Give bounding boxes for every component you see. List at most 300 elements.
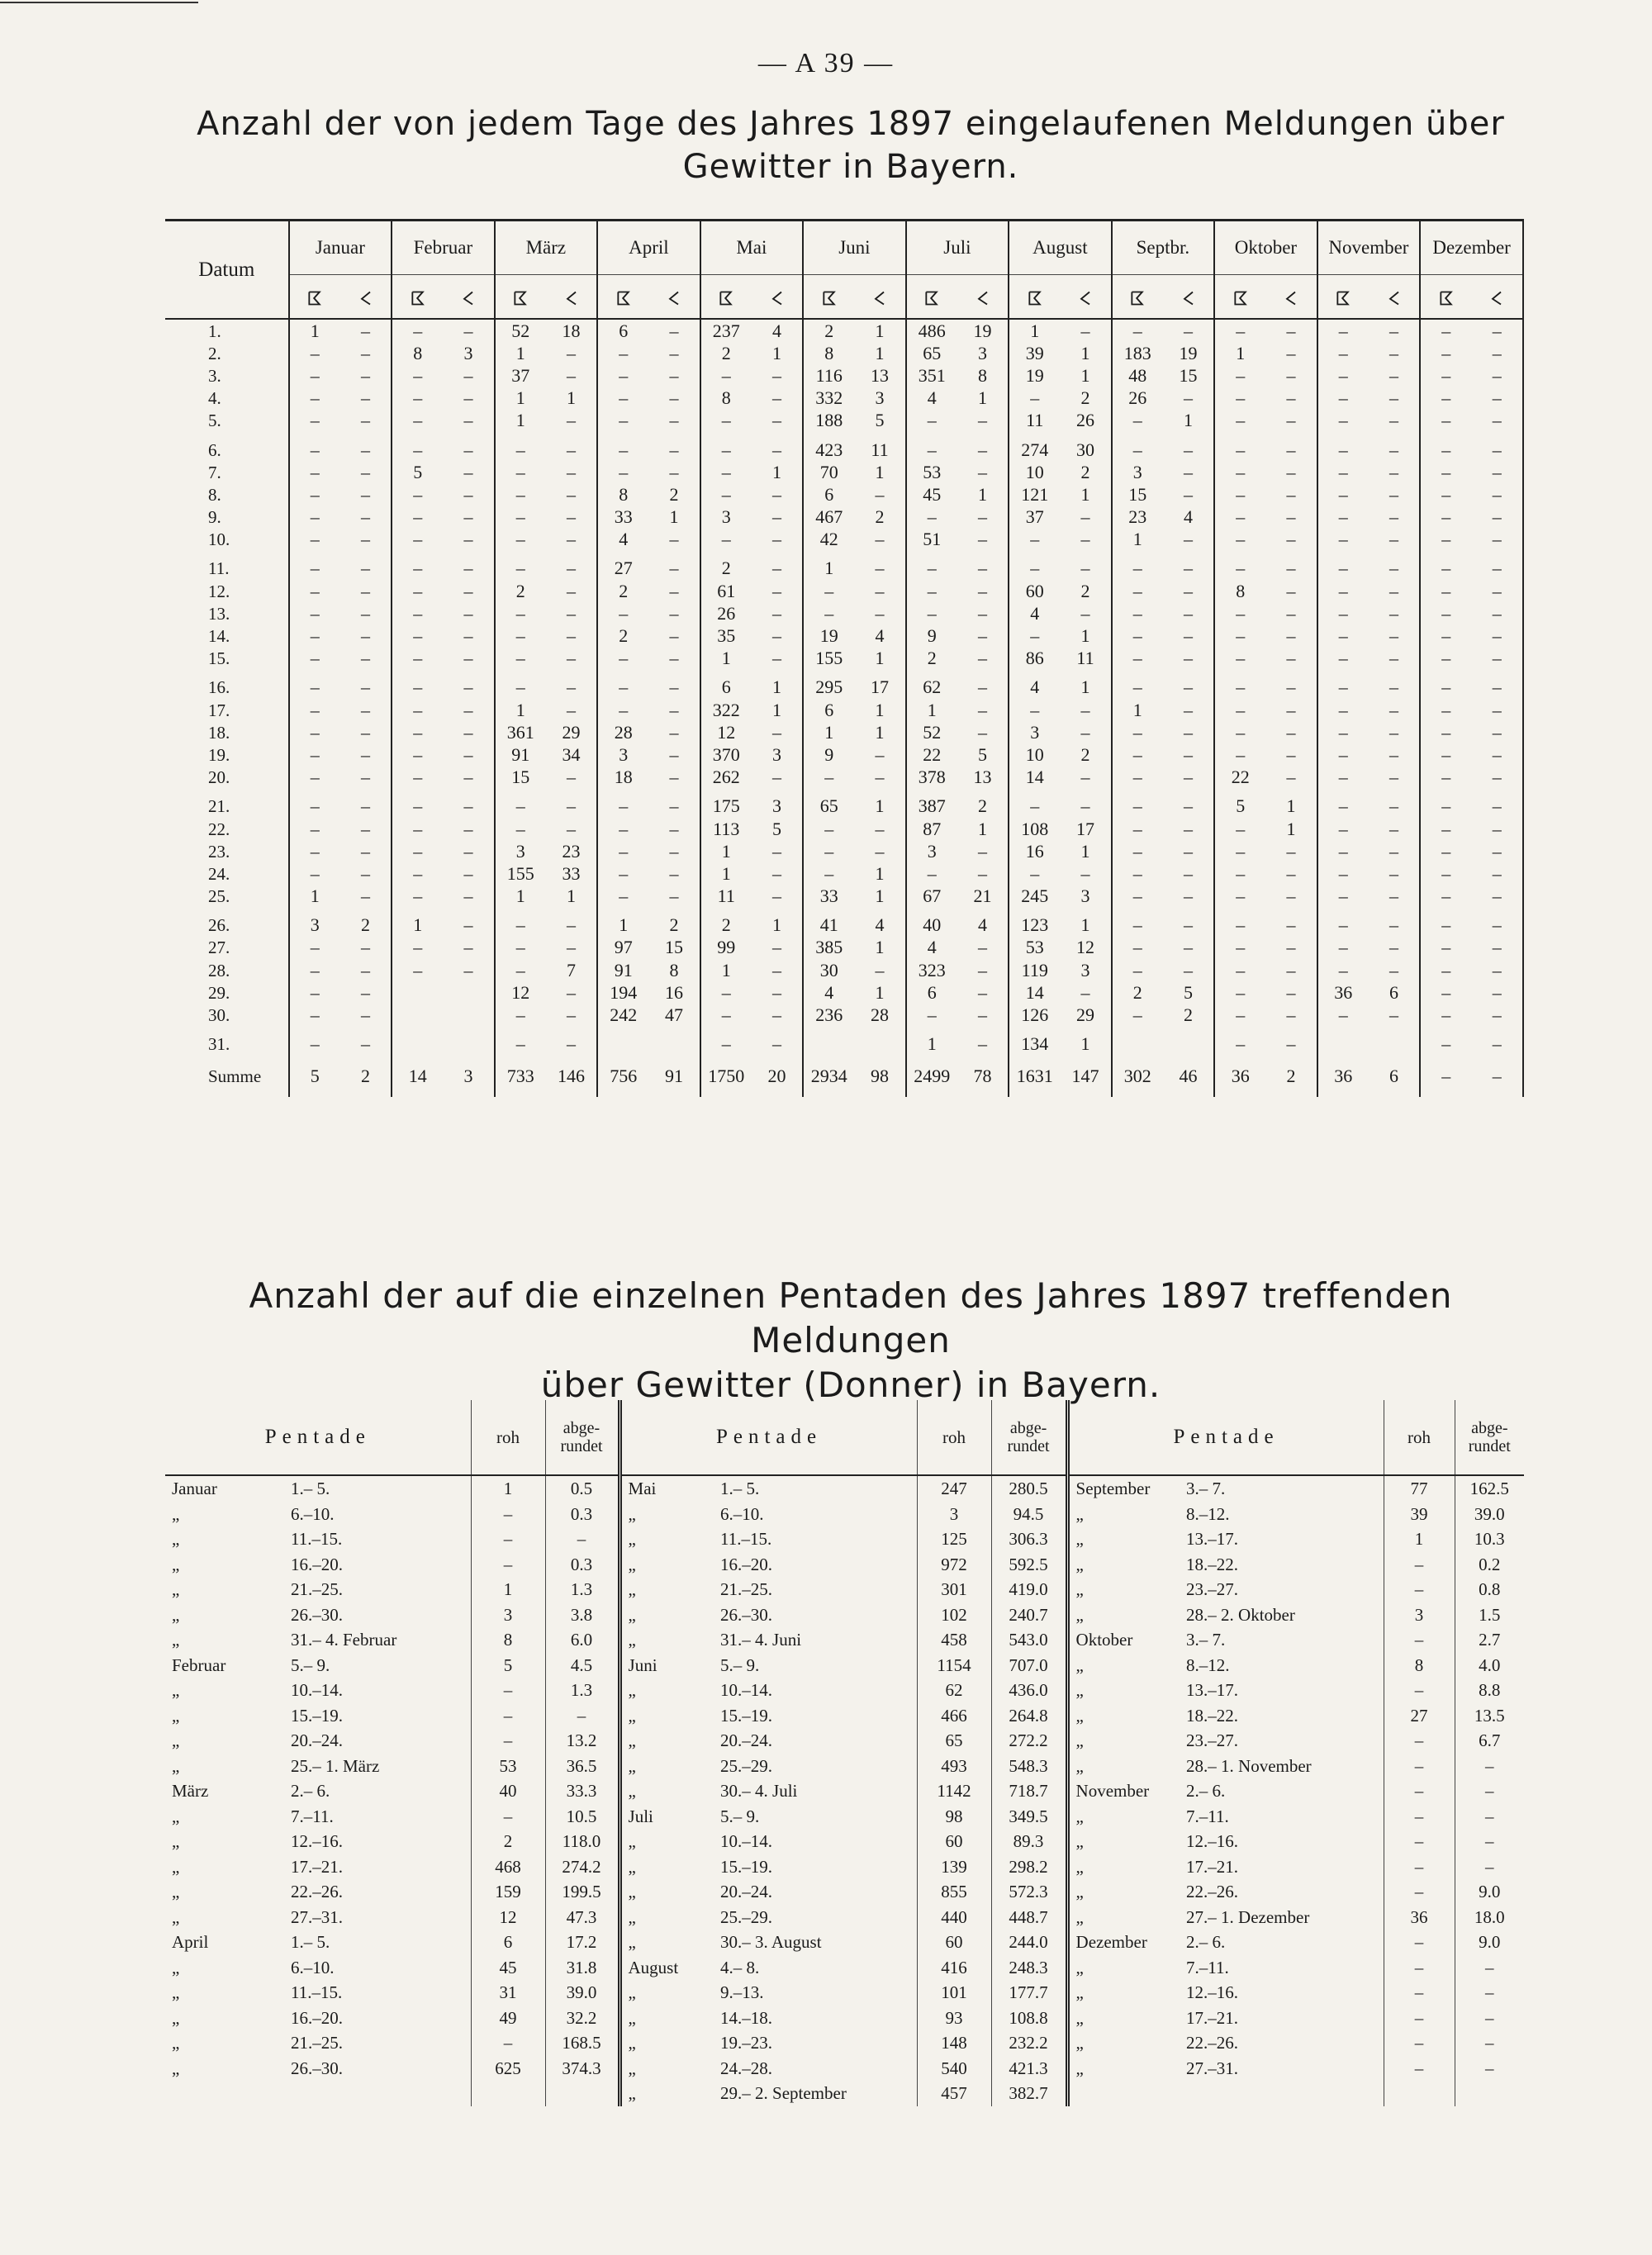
count-cell: –	[546, 981, 597, 1004]
count-cell: –	[443, 743, 494, 766]
count-cell: –	[1471, 959, 1523, 981]
pentade-range: 21.–25.	[717, 1577, 917, 1602]
pentade-range: 31.– 4. Juni	[717, 1627, 917, 1653]
spacer-cell	[597, 670, 648, 676]
count-cell: 2	[1265, 1056, 1317, 1097]
count-cell: –	[619, 364, 629, 386]
count-cell: –	[1236, 676, 1246, 698]
spacer-cell	[289, 551, 340, 558]
count-cell: 15	[1163, 364, 1214, 387]
pentade-range: 13.–17.	[1183, 1526, 1384, 1552]
spacer-cell	[1112, 908, 1163, 914]
pentade-range: 23.–27.	[1183, 1728, 1384, 1754]
pentade-range: 18.–22.	[1183, 1703, 1384, 1729]
count-cell: –	[413, 885, 423, 907]
roh-header: roh	[1384, 1400, 1455, 1475]
count-cell: –	[443, 937, 494, 959]
pentade-range: 3.– 7.	[1183, 1475, 1384, 1502]
count-cell: 11	[717, 885, 735, 907]
count-cell: –	[824, 862, 834, 884]
spacer-cell	[546, 789, 597, 795]
count-cell: –	[1441, 862, 1451, 884]
spacer-cell	[1112, 789, 1163, 795]
count-cell: 2	[340, 1056, 392, 1097]
count-cell: –	[413, 387, 423, 409]
count-cell: –	[1338, 602, 1348, 624]
count-cell: –	[1369, 439, 1420, 461]
roh-value: 45	[471, 1955, 545, 1981]
count-cell: –	[1338, 862, 1348, 884]
count-cell: –	[854, 959, 905, 981]
day-label: 27.	[165, 937, 289, 959]
month-label: „	[1075, 1554, 1084, 1574]
spacer-cell	[1369, 432, 1420, 439]
day-row	[165, 364, 1523, 387]
count-cell: –	[413, 529, 423, 550]
count-cell: –	[340, 699, 392, 721]
month-label: „	[1075, 1882, 1084, 1902]
count-cell: –	[1471, 461, 1523, 483]
flag-icon	[1129, 289, 1146, 307]
count-cell: 1	[1132, 699, 1142, 720]
symbol-header	[1214, 275, 1265, 320]
count-cell: –	[854, 767, 905, 789]
count-cell: –	[340, 937, 392, 959]
spacer-cell	[443, 432, 494, 439]
count-cell: –	[721, 410, 731, 431]
count-cell: 4	[1030, 602, 1040, 624]
count-cell: 2	[648, 914, 700, 937]
count-cell: 48	[1128, 364, 1147, 386]
pentade-header: Pentade	[1067, 1400, 1384, 1475]
count-cell: –	[752, 721, 803, 743]
count-cell: –	[1338, 676, 1348, 698]
day-label: 14.	[165, 624, 289, 647]
month-header: Januar	[289, 221, 392, 275]
pentade-range: 6.–10.	[287, 1502, 471, 1527]
spacer-cell	[289, 432, 340, 439]
rounded-value: 374.3	[545, 2056, 620, 2082]
spacer-cell	[1420, 432, 1471, 439]
count-cell: –	[1471, 387, 1523, 410]
count-cell: –	[413, 410, 423, 431]
spacer-cell	[1369, 1027, 1420, 1033]
count-cell: –	[443, 959, 494, 981]
count-cell: 385	[815, 937, 843, 958]
spacer-cell	[906, 551, 957, 558]
month-label: „	[628, 1856, 636, 1877]
pentade-row	[165, 1678, 1524, 1703]
count-cell: 2	[721, 558, 731, 579]
spacer-cell	[392, 551, 443, 558]
count-cell: –	[340, 721, 392, 743]
roh-value: 27	[1384, 1703, 1455, 1729]
count-cell: –	[310, 981, 320, 1003]
rounded-value: 232.2	[991, 2030, 1067, 2056]
count-cell: –	[1132, 1004, 1142, 1026]
count-cell: –	[443, 885, 494, 908]
roh-value: 2	[471, 1829, 545, 1854]
count-cell: –	[546, 506, 597, 529]
count-cell: 1	[515, 699, 525, 720]
count-cell: –	[957, 529, 1009, 551]
count-cell: –	[824, 818, 834, 839]
month-header: Septbr.	[1112, 221, 1215, 275]
count-cell: –	[413, 795, 423, 817]
count-cell: –	[310, 364, 320, 386]
count-cell: –	[1265, 439, 1317, 461]
count-cell: –	[1265, 767, 1317, 789]
count-cell: –	[1471, 580, 1523, 602]
abge-label: abge-	[563, 1419, 601, 1437]
count-cell: 237	[712, 320, 740, 341]
roh-value: –	[1384, 2056, 1455, 2082]
spacer-cell	[1265, 551, 1317, 558]
count-cell: 13	[854, 364, 905, 387]
count-cell: 2	[1060, 580, 1111, 602]
pentade-range: 28.– 2. Oktober	[1183, 1602, 1384, 1628]
pentade-range: 25.–29.	[717, 1754, 917, 1779]
count-cell: 36	[1231, 1065, 1250, 1086]
count-cell: –	[443, 439, 494, 461]
count-cell: –	[1338, 743, 1348, 765]
count-cell: 30	[1060, 439, 1111, 461]
count-cell: –	[854, 743, 905, 766]
month-label: „	[172, 1882, 180, 1902]
count-cell: –	[1265, 676, 1317, 699]
count-cell: 13	[957, 767, 1009, 789]
spacer-cell	[546, 1027, 597, 1033]
count-cell: –	[1060, 529, 1111, 551]
count-cell: –	[824, 840, 834, 862]
pentade-range	[287, 2081, 471, 2106]
count-cell: –	[1060, 767, 1111, 789]
pentade-range: 26.–30.	[287, 1602, 471, 1628]
pentade-range: 7.–11.	[287, 1804, 471, 1830]
count-cell: 1	[1060, 364, 1111, 387]
count-cell: 28	[854, 1004, 905, 1026]
count-cell: –	[1338, 439, 1348, 460]
spacer-cell	[1009, 908, 1060, 914]
count-cell: –	[1236, 529, 1246, 550]
count-cell: –	[927, 439, 937, 460]
spacer-cell	[1214, 789, 1265, 795]
spacer-cell	[700, 1027, 752, 1033]
spacer-cell	[803, 551, 854, 558]
count-cell: –	[546, 699, 597, 721]
month-label: „	[628, 1680, 636, 1701]
count-cell: –	[413, 743, 423, 765]
count-cell: –	[1265, 862, 1317, 885]
count-cell: –	[1471, 506, 1523, 529]
count-cell: 3	[515, 840, 525, 862]
count-cell: 1	[721, 648, 731, 669]
count-cell: 756	[610, 1065, 638, 1086]
spacer-cell	[392, 670, 443, 676]
spacer-cell	[1471, 789, 1523, 795]
count-cell: –	[546, 818, 597, 840]
day-label: 13.	[165, 602, 289, 624]
count-cell: 17	[854, 676, 905, 699]
count-cell: 2	[1163, 1004, 1214, 1026]
count-cell: –	[1236, 648, 1246, 669]
page-number: — A 39 —	[757, 48, 895, 78]
count-cell: –	[1132, 959, 1142, 980]
count-cell: 86	[1025, 648, 1044, 669]
count-cell: –	[413, 818, 423, 839]
symbol-header	[700, 275, 752, 320]
count-cell: –	[1163, 602, 1214, 624]
count-cell: –	[1163, 529, 1214, 551]
month-label: „	[172, 1554, 180, 1574]
spacer-cell	[495, 432, 546, 439]
thunder-icon	[358, 289, 374, 307]
rounded-value: 118.0	[545, 1829, 620, 1854]
count-cell: 274	[1021, 439, 1049, 460]
pentade-range: 12.–16.	[1183, 1829, 1384, 1854]
count-cell: 19	[819, 625, 838, 647]
month-label: „	[1075, 1806, 1084, 1826]
day-row	[165, 959, 1523, 981]
count-cell: –	[1441, 840, 1451, 862]
count-cell: 8	[619, 483, 629, 505]
symbol-header	[648, 275, 700, 320]
rounded-value: –	[545, 1703, 620, 1729]
count-cell: –	[1060, 795, 1111, 818]
spacer-cell	[957, 1027, 1009, 1033]
count-cell: –	[752, 840, 803, 862]
count-cell: –	[546, 937, 597, 959]
count-cell: 35	[717, 625, 736, 647]
spacer-cell	[165, 670, 289, 676]
daily-rows	[165, 319, 1523, 1097]
rounded-value: 0.8	[1479, 1579, 1501, 1600]
count-cell: 1	[619, 914, 629, 936]
roh-value: –	[1384, 1577, 1455, 1602]
abge-label: abge-	[1009, 1419, 1047, 1437]
day-row	[165, 461, 1523, 483]
count-cell: –	[957, 410, 1009, 432]
spacer-cell	[392, 432, 443, 439]
count-cell: –	[721, 483, 731, 505]
count-cell: –	[1132, 885, 1142, 907]
thunder-icon	[460, 289, 477, 307]
count-cell: 91	[614, 959, 633, 980]
count-cell: 6	[721, 676, 731, 698]
count-cell: 36	[1334, 1065, 1353, 1086]
spacer-cell	[803, 1027, 854, 1033]
count-cell: –	[957, 959, 1009, 981]
rounded-value: 572.3	[991, 1879, 1067, 1905]
rounded-value: 718.7	[991, 1778, 1067, 1804]
month-label: „	[1075, 1982, 1084, 2003]
roh-value: 301	[917, 1577, 991, 1602]
count-cell: –	[1163, 624, 1214, 647]
count-cell: 10	[1025, 743, 1044, 765]
count-cell: –	[648, 342, 700, 364]
count-cell: –	[1338, 959, 1348, 980]
count-cell: 5	[1163, 981, 1214, 1004]
count-cell: –	[1265, 959, 1317, 981]
count-cell: –	[546, 676, 597, 699]
month-header: Dezember	[1420, 221, 1523, 275]
table2-title-line2: über Gewitter (Donner) in Bayern.	[540, 1365, 1161, 1405]
count-cell: –	[1338, 795, 1348, 817]
count-cell: –	[546, 439, 597, 461]
count-cell: –	[413, 862, 423, 884]
count-cell: –	[1265, 461, 1317, 483]
count-cell: 5	[413, 461, 423, 482]
rounded-value: 47.3	[545, 1905, 620, 1930]
count-cell: –	[1265, 364, 1317, 387]
count-cell: –	[1132, 625, 1142, 647]
count-cell: 2	[721, 914, 731, 936]
count-cell: –	[957, 506, 1009, 529]
count-cell: –	[1236, 439, 1246, 460]
count-cell: –	[619, 648, 629, 669]
roh-value: –	[471, 1552, 545, 1578]
pentade-row	[165, 2030, 1524, 2056]
rounded-value: 10.5	[545, 1804, 620, 1830]
count-cell: –	[443, 529, 494, 551]
spacer-cell	[752, 789, 803, 795]
count-cell: –	[1236, 914, 1246, 936]
count-cell: 1	[310, 320, 320, 341]
count-cell: –	[927, 410, 937, 431]
spacer-cell	[906, 1027, 957, 1033]
rounded-value: –	[1485, 1781, 1494, 1802]
count-cell: 33	[819, 885, 838, 907]
rounded-value: 9.0	[1479, 1932, 1501, 1953]
month-label: „	[1075, 1730, 1084, 1751]
count-cell: 1	[854, 342, 905, 364]
spacer-cell	[648, 1027, 700, 1033]
count-cell: 361	[506, 721, 534, 743]
spacer-cell	[803, 908, 854, 914]
count-cell: 9	[824, 743, 834, 765]
month-label: „	[628, 2007, 636, 2028]
spacer-cell	[1060, 432, 1111, 439]
month-label: „	[628, 1932, 636, 1953]
count-cell: –	[1163, 743, 1214, 766]
month-label: „	[172, 1806, 180, 1826]
count-cell: 116	[815, 364, 843, 386]
spacer-cell	[752, 1027, 803, 1033]
count-cell: 3	[752, 743, 803, 766]
month-label: Juni	[628, 1654, 657, 1675]
pentade-range: 14.–18.	[717, 2006, 917, 2031]
day-label: 3.	[165, 364, 289, 387]
roh-value: –	[1384, 1854, 1455, 1880]
count-cell: –	[648, 885, 700, 908]
roh-value: 625	[471, 2056, 545, 2082]
datum-header: Datum	[165, 221, 289, 320]
rounded-value: –	[1485, 2058, 1494, 2078]
roh-value: –	[471, 1526, 545, 1552]
spacer-cell	[1369, 789, 1420, 795]
month-label: „	[1075, 1705, 1084, 1726]
roh-value: 855	[917, 1879, 991, 1905]
count-cell: –	[546, 1033, 597, 1056]
pentade-range: 4.– 8.	[717, 1955, 917, 1981]
spacer-cell	[1369, 670, 1420, 676]
count-cell: –	[1471, 529, 1523, 551]
count-cell: –	[1163, 818, 1214, 840]
rounded-value: 10.3	[1474, 1529, 1505, 1550]
count-cell: 1	[854, 461, 905, 483]
count-cell: 1	[1060, 1033, 1111, 1056]
month-label	[165, 2081, 287, 2106]
count-cell: –	[546, 342, 597, 364]
month-header: Oktober	[1214, 221, 1317, 275]
symbol-header	[546, 275, 597, 320]
roh-value: 1	[1384, 1526, 1455, 1552]
count-cell: –	[1060, 721, 1111, 743]
count-cell: –	[1236, 959, 1246, 980]
month-label: „	[1075, 1503, 1084, 1524]
count-cell: 1	[648, 506, 700, 529]
count-cell: 351	[918, 364, 946, 386]
rounded-value: 421.3	[991, 2056, 1067, 2082]
count-cell: 45	[923, 483, 942, 505]
count-cell: –	[515, 959, 525, 980]
roh-value: 440	[917, 1905, 991, 1930]
count-cell: –	[310, 558, 320, 579]
pentade-row	[165, 1905, 1524, 1930]
count-cell: –	[1163, 721, 1214, 743]
month-label: „	[172, 1856, 180, 1877]
count-cell	[443, 1004, 494, 1026]
spacer-cell	[1060, 908, 1111, 914]
count-cell: –	[927, 558, 937, 579]
count-cell: 1	[854, 981, 905, 1004]
count-cell: –	[443, 676, 494, 699]
pentade-row	[165, 1703, 1524, 1729]
count-cell: –	[340, 743, 392, 766]
count-cell: –	[310, 625, 320, 647]
count-cell: –	[1471, 624, 1523, 647]
count-cell: 1	[515, 387, 525, 409]
spacer-cell	[546, 670, 597, 676]
count-cell: 4	[1030, 676, 1040, 698]
spacer-cell	[443, 551, 494, 558]
symbol-header	[1163, 275, 1214, 320]
pentade-row	[165, 1475, 1524, 1502]
count-cell: –	[1441, 364, 1451, 386]
spacer-cell	[165, 432, 289, 439]
count-cell: –	[1132, 580, 1142, 601]
count-cell: 4	[854, 624, 905, 647]
spacer-row	[165, 789, 1523, 795]
count-cell	[1369, 1033, 1420, 1056]
roh-value: 98	[917, 1804, 991, 1830]
month-label: „	[1075, 1831, 1084, 1852]
count-cell: 1750	[708, 1065, 745, 1086]
count-cell: 1	[854, 862, 905, 885]
spacer-cell	[700, 789, 752, 795]
roh-value: –	[1384, 1627, 1455, 1653]
month-label: „	[172, 1680, 180, 1701]
rounded-value: 548.3	[991, 1754, 1067, 1779]
day-label: 25.	[165, 885, 289, 908]
count-cell: –	[546, 410, 597, 432]
count-cell: 3	[1060, 885, 1111, 908]
day-label: 11.	[165, 558, 289, 580]
count-cell: –	[310, 648, 320, 669]
count-cell: –	[648, 319, 700, 342]
count-cell: –	[546, 602, 597, 624]
count-cell: –	[1060, 862, 1111, 885]
